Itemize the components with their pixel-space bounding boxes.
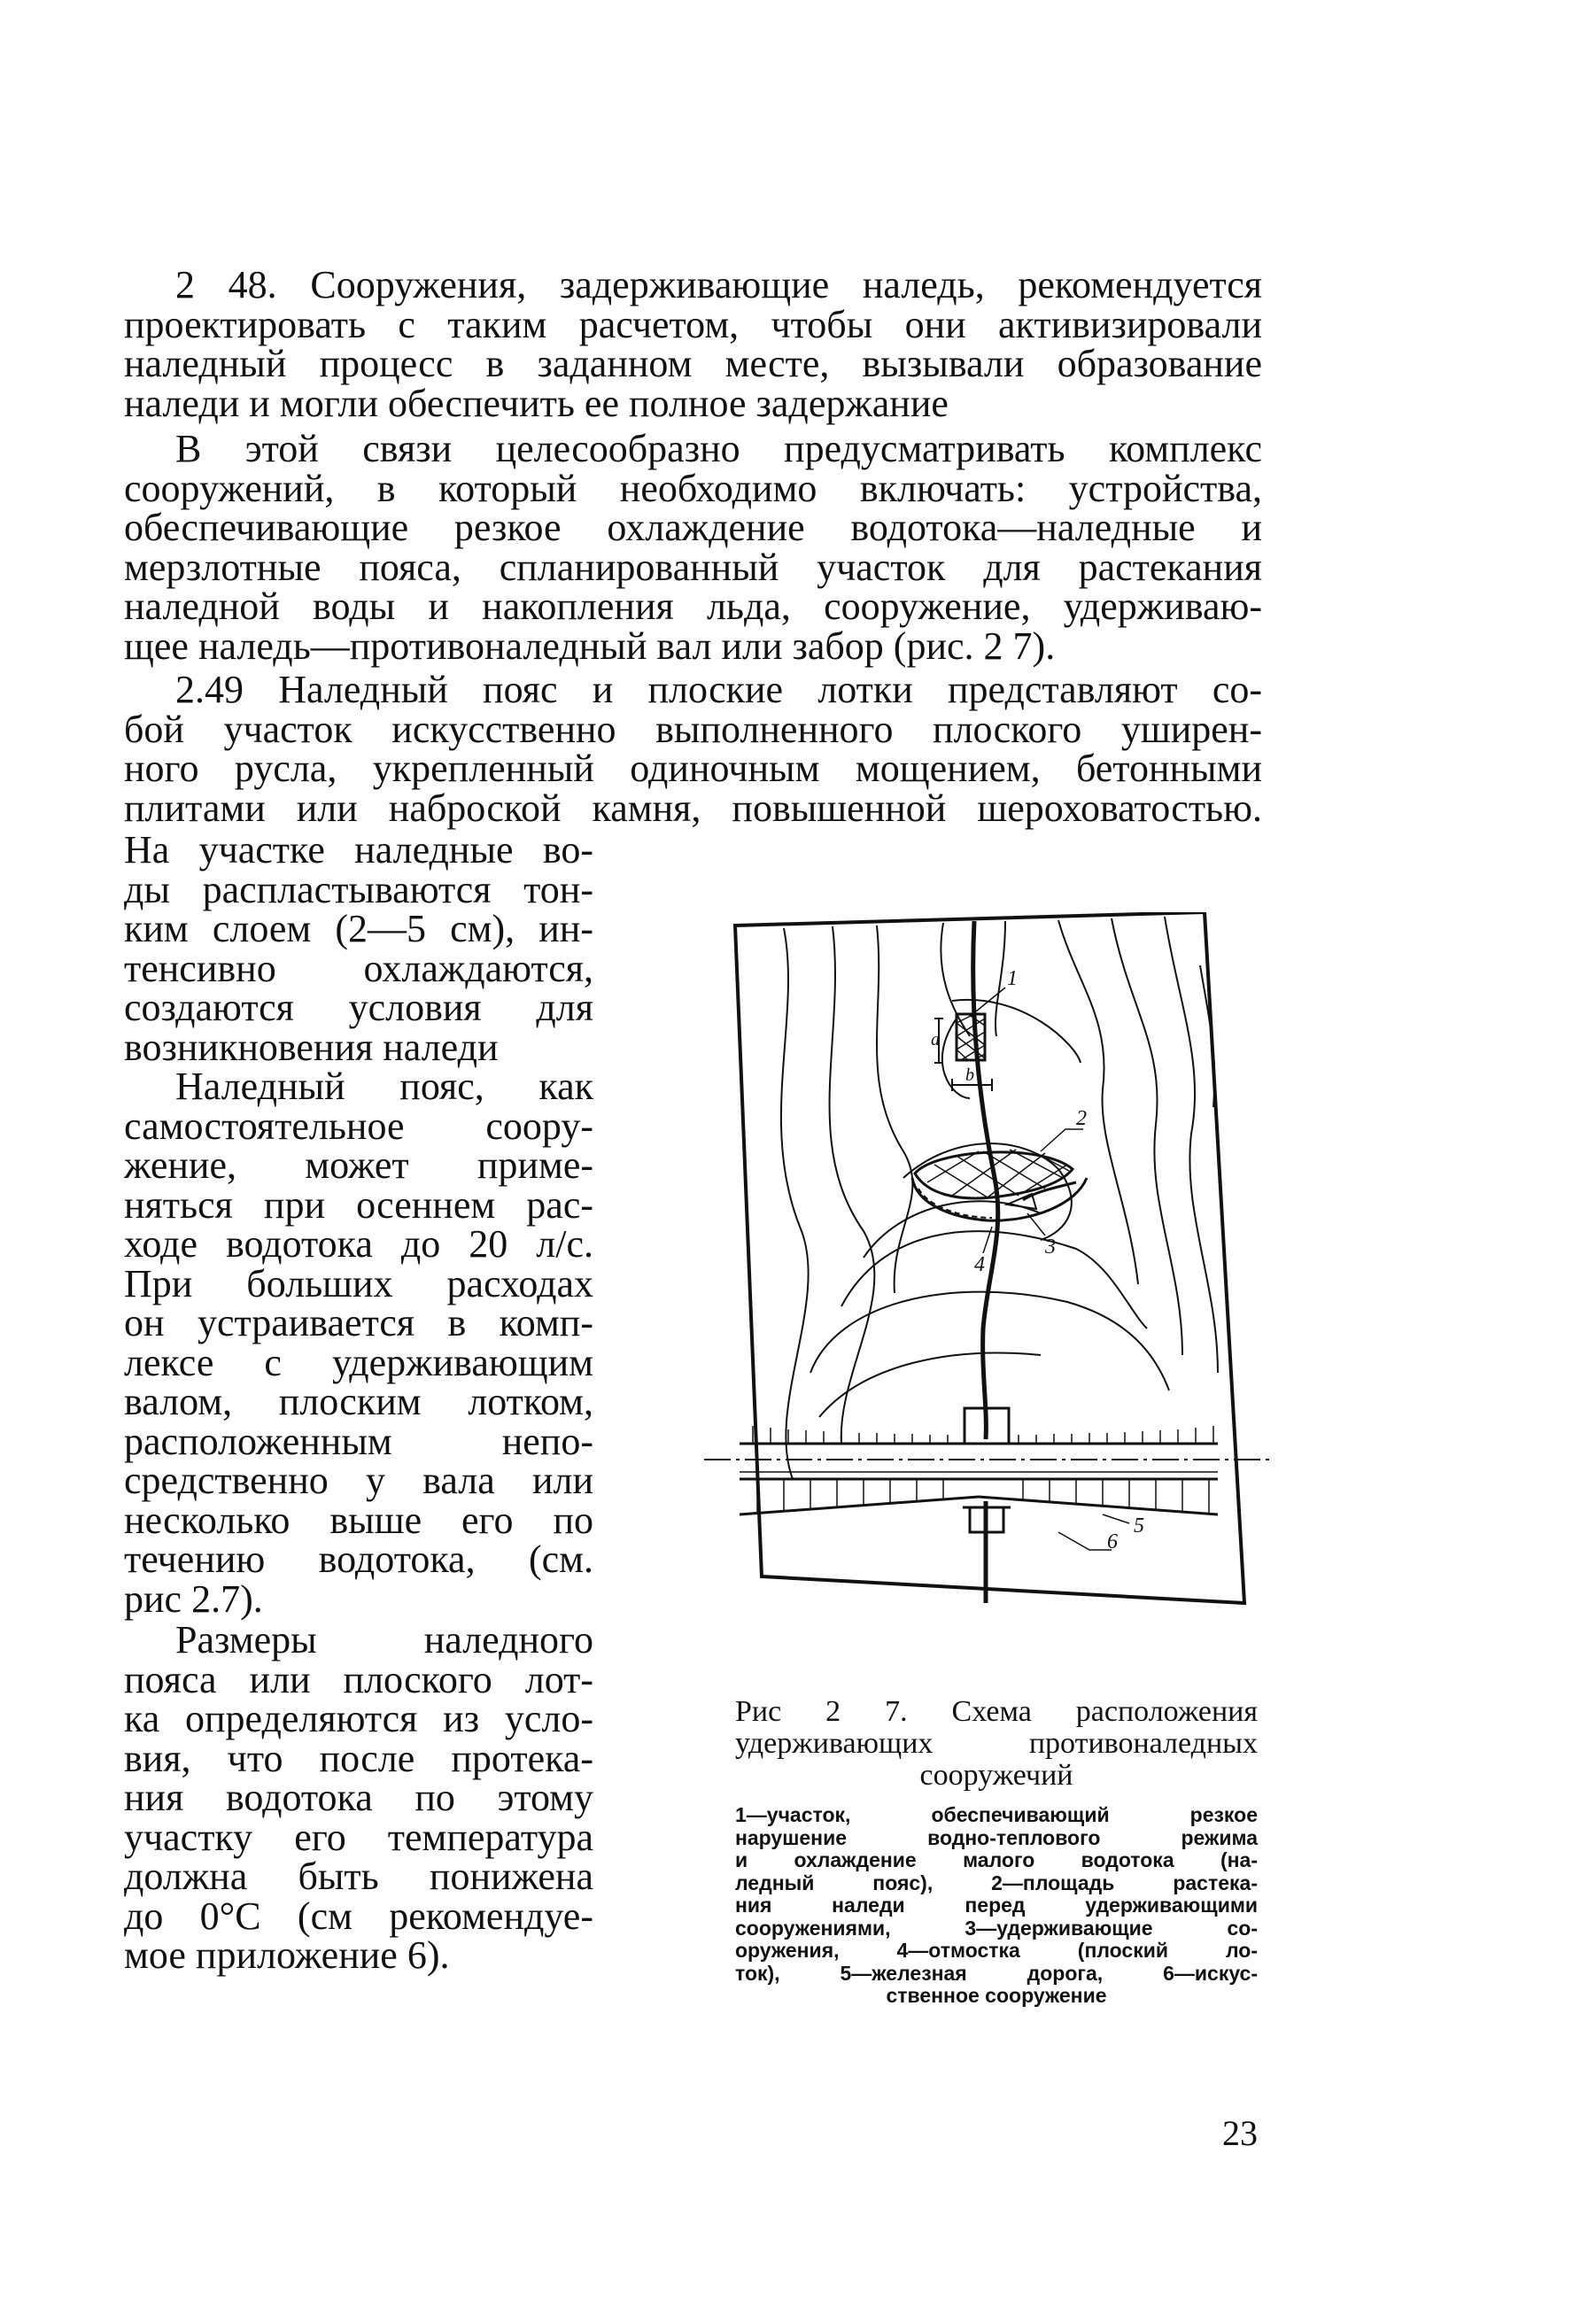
text-line: средственно у вала или <box>124 1459 593 1502</box>
figure-label-6: 6 <box>1107 1530 1118 1553</box>
paragraph-dimensions <box>124 1618 593 1977</box>
text-line: ходе водотока до 20 л/с. <box>124 1222 593 1266</box>
text-line: сооружений, в который необходимо включать: устройства, <box>124 466 1262 510</box>
text-line: ка определяются из усло- <box>124 1697 593 1740</box>
figure-label-2: 2 <box>1076 1107 1087 1130</box>
paragraph-spreading <box>124 828 593 1069</box>
text-line: наледной воды и накопления льда, сооружение, удерживаю- <box>124 585 1262 628</box>
legend-line: ледный пояс), 2—площадь растека- <box>735 1871 1258 1894</box>
text-line: наледный процесс в заданном месте, вызывали образование <box>124 342 1262 385</box>
railway-embankment <box>740 1497 1218 1514</box>
dimension-a-label: a <box>931 1030 940 1050</box>
text-line: мерзлотные пояса, спланированный участок для растекания <box>124 545 1262 589</box>
text-line: проектировать с таким расчетом, чтобы они активизировали <box>124 302 1262 346</box>
text-line: плитами или наброской камня, повышенной шероховатостью. <box>124 786 1262 830</box>
caption-title-line: сооружечий <box>919 1759 1073 1792</box>
legend-line: нарушение водно-теплового режима <box>735 1825 1258 1849</box>
legend-line: ток), 5—железная дорога, 6—искус- <box>735 1961 1258 1985</box>
text-line: ного русла, укрепленный одиночным мощением, бетонными <box>124 747 1262 790</box>
legend-line: и охлаждение малого водотока (на- <box>735 1848 1258 1871</box>
text-line: возникновения наледи <box>124 1025 499 1069</box>
text-line: Размеры наледного <box>175 1618 593 1661</box>
text-line: мое приложение 6). <box>124 1933 450 1977</box>
text-line: тенсивно охлаждаются, <box>124 946 593 990</box>
text-line: несколько выше его по <box>124 1498 593 1542</box>
text-line: ды распластываются тон- <box>124 867 593 911</box>
text-line: вия, что после протека- <box>124 1736 593 1780</box>
legend-line: 1—участок, обеспечивающий резкое <box>735 1803 1258 1826</box>
text-line: бой участок искусственно выполненного плоского уширен- <box>124 707 1262 751</box>
page-number: 23 <box>1222 2113 1258 2153</box>
figure-2-7-diagram <box>686 912 1280 1630</box>
caption-title-line: Рис 2 7. Схема расположения <box>735 1695 1258 1728</box>
text-line: рис 2.7). <box>124 1576 263 1621</box>
text-line: няться при осеннем рас- <box>124 1182 593 1227</box>
text-line: наледи и могли обеспечить ее полное задержание <box>124 381 949 425</box>
legend-line: ственное сооружение <box>886 1984 1107 2007</box>
text-line: 2 48. Сооружения, задерживающие наледь, рекомендуется <box>175 263 1262 306</box>
text-line: ния водотока по этому <box>124 1776 593 1819</box>
text-line: лексе с удерживающим <box>124 1340 593 1384</box>
text-line: расположенным непо- <box>124 1419 593 1463</box>
figure-label-4: 4 <box>974 1253 985 1276</box>
text-line: 2.49 Наледный пояс и плоские лотки представляют со- <box>175 668 1262 711</box>
text-line: жение, может приме- <box>124 1143 593 1187</box>
text-line: При больших расходах <box>124 1261 593 1305</box>
paragraph-ice-belt <box>124 1067 593 1619</box>
paragraph-2-48 <box>124 263 1262 425</box>
text-line: обеспечивающие резкое охлаждение водотока—наледные и <box>124 506 1262 549</box>
text-line: должна быть понижена <box>124 1855 593 1898</box>
text-line: На участке наледные во- <box>124 828 593 871</box>
text-line: щее наледь—противоналедный вал или забор (рис. 2 7). <box>124 624 1056 668</box>
text-line: самостоятельное соору- <box>124 1104 593 1148</box>
legend-line: сооружениями, 3—удерживающие со- <box>735 1916 1258 1940</box>
figure-caption <box>735 1696 1258 2008</box>
legend-line: оружения, 4—отмостка (плоский ло- <box>735 1939 1258 1962</box>
caption-title <box>735 1696 1258 1792</box>
figure-label-5: 5 <box>1134 1514 1144 1538</box>
text-line: создаются условия для <box>124 986 593 1029</box>
legend-line: ния наледи перед удерживающими <box>735 1894 1258 1917</box>
caption-legend <box>735 1804 1258 2008</box>
text-line: ким слоем (2—5 см), ин- <box>124 907 593 950</box>
text-line: пояса или плоского лот- <box>124 1657 593 1701</box>
dimension-b-label: b <box>965 1065 974 1085</box>
figure-label-1: 1 <box>1007 967 1018 990</box>
text-line: Наледный пояс, как <box>175 1065 593 1108</box>
map-frame <box>735 912 1244 1603</box>
text-line: участку его температура <box>124 1815 593 1859</box>
text-line: валом, плоским лотком, <box>124 1380 593 1423</box>
text-line: течению водотока, (см. <box>124 1538 593 1581</box>
text-line: он устраивается в комп- <box>124 1301 593 1344</box>
paragraph-2-49 <box>124 670 1262 828</box>
text-line: до 0°С (см рекомендуе- <box>124 1894 593 1938</box>
figure-label-3: 3 <box>1045 1235 1056 1259</box>
paragraph-complex <box>124 427 1262 668</box>
caption-title-line: удерживающих противоналедных <box>735 1727 1258 1760</box>
text-line: В этой связи целесообразно предусматривать комплекс <box>175 427 1262 470</box>
